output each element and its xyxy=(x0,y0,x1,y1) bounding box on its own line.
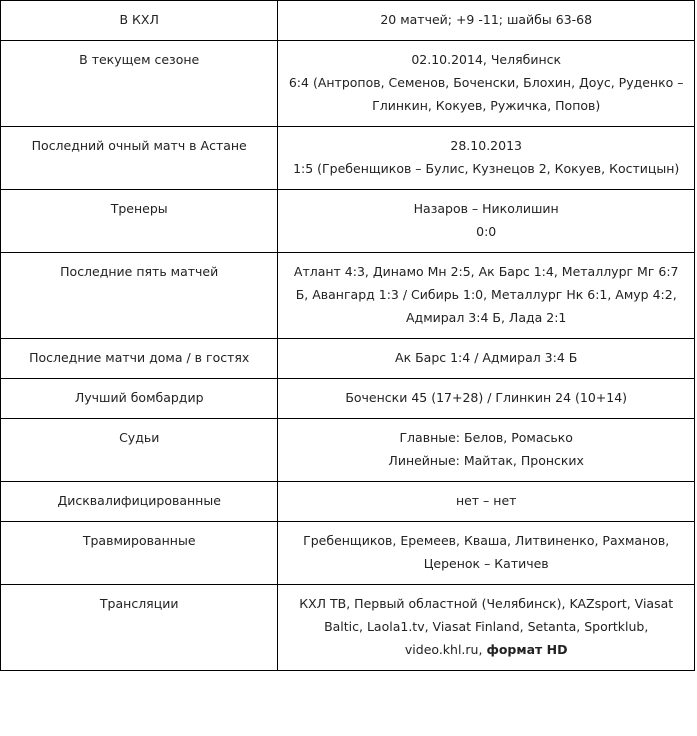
value-line: нет – нет xyxy=(455,493,517,508)
row-value xyxy=(278,379,695,419)
row-value xyxy=(278,190,695,253)
table-row xyxy=(1,127,695,190)
row-value xyxy=(278,253,695,339)
hd-format-note: формат HD xyxy=(486,642,568,657)
row-label: В КХЛ xyxy=(1,1,278,41)
row-label: Тренеры xyxy=(1,190,278,253)
value-line: 02.10.2014, Челябинск xyxy=(411,52,562,67)
row-value xyxy=(278,522,695,585)
row-value xyxy=(278,419,695,482)
value-line: Боченски 45 (17+28) / Глинкин 24 (10+14) xyxy=(345,390,628,405)
value-line: Гребенщиков, Еремеев, Кваша, Литвиненко, Рахманов, Церенок – Катичев xyxy=(303,533,670,571)
table-row xyxy=(1,339,695,379)
value-line: Главные: Белов, Ромасько xyxy=(399,430,573,445)
row-value xyxy=(278,339,695,379)
table-row xyxy=(1,253,695,339)
value-line: 6:4 (Антропов, Семенов, Боченски, Блохин, Доус, Руденко – Глинкин, Кокуев, Ружичка, Попов) xyxy=(288,75,684,113)
row-value xyxy=(278,482,695,522)
row-label: Дисквалифицированные xyxy=(1,482,278,522)
row-value xyxy=(278,127,695,190)
value-line: КХЛ ТВ, Первый областной (Челябинск), KAZsport, Viasat Baltic, Laola1.tv, Viasat Finland, Setanta, Sportklub, video.khl.ru, xyxy=(299,596,674,657)
table-row xyxy=(1,419,695,482)
row-label: Последний очный матч в Астане xyxy=(1,127,278,190)
row-value xyxy=(278,41,695,127)
table-row xyxy=(1,190,695,253)
value-line: 20 матчей; +9 -11; шайбы 63-68 xyxy=(380,12,593,27)
table-row xyxy=(1,482,695,522)
table-row xyxy=(1,1,695,41)
row-value xyxy=(278,585,695,671)
value-line: Назаров – Николишин xyxy=(413,201,559,216)
value-line: Атлант 4:3, Динамо Мн 2:5, Ак Барс 1:4, Металлург Мг 6:7 Б, Авангард 1:3 / Сибирь 1:0, Металлург Нк 6:1, Амур 4:2, Адмирал 3:4 Б, Лада 2:1 xyxy=(293,264,679,325)
row-label: Судьи xyxy=(1,419,278,482)
value-line: Линейные: Майтак, Пронских xyxy=(388,453,584,468)
row-label: Последние матчи дома / в гостях xyxy=(1,339,278,379)
table-row xyxy=(1,522,695,585)
table-row xyxy=(1,41,695,127)
row-value xyxy=(278,1,695,41)
value-line: Ак Барс 1:4 / Адмирал 3:4 Б xyxy=(395,350,578,365)
row-label: Травмированные xyxy=(1,522,278,585)
row-label: Последние пять матчей xyxy=(1,253,278,339)
value-line: 1:5 (Гребенщиков – Булис, Кузнецов 2, Кокуев, Костицын) xyxy=(293,161,680,176)
table-row xyxy=(1,585,695,671)
value-line: 28.10.2013 xyxy=(450,138,522,153)
row-label: Трансляции xyxy=(1,585,278,671)
table-row xyxy=(1,379,695,419)
row-label: В текущем сезоне xyxy=(1,41,278,127)
row-label: Лучший бомбардир xyxy=(1,379,278,419)
value-line: 0:0 xyxy=(476,224,497,239)
